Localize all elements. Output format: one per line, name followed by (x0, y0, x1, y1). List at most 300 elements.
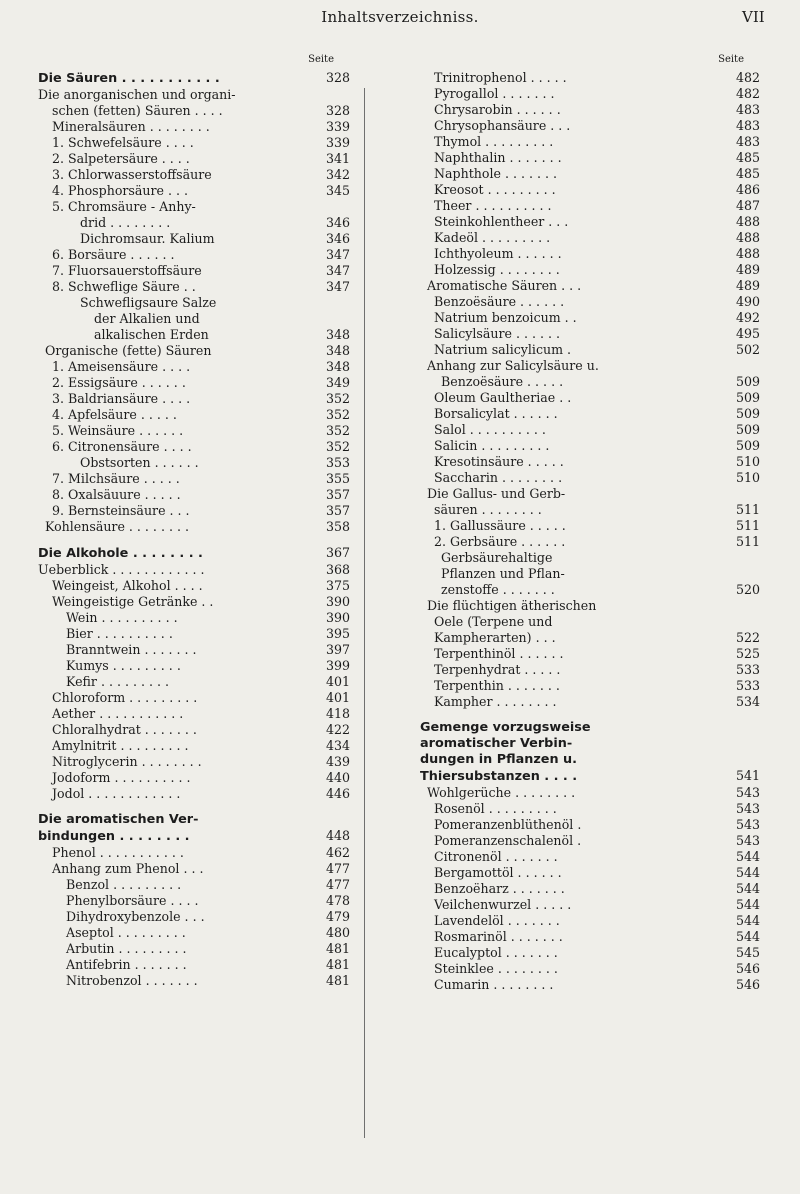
toc-entry (420, 358, 760, 374)
toc-entry-page: 510 (735, 470, 760, 485)
toc-entry-page: 418 (325, 706, 350, 721)
toc-entry-label: Antifebrin . . . . . . . (66, 957, 187, 972)
toc-entry (420, 817, 760, 833)
toc-entry-page: 490 (735, 294, 760, 309)
toc-entry-page: 483 (735, 118, 760, 133)
toc-entry (38, 407, 350, 423)
toc-entry (420, 736, 760, 752)
toc-entry-label: Kampherarten) . . . (434, 630, 556, 645)
toc-entry-label: Chloralhydrat . . . . . . . (52, 722, 197, 737)
toc-entry (420, 422, 760, 438)
toc-entry-page: 509 (735, 422, 760, 437)
toc-entry-label: zenstoffe . . . . . . . (441, 582, 555, 597)
toc-entry-label: 4. Apfelsäure . . . . . (52, 407, 177, 422)
toc-entry (38, 439, 350, 455)
toc-entry-page: 348 (325, 343, 350, 358)
toc-entry (38, 263, 350, 279)
toc-entry-label: Benzoësäure . . . . . . (434, 294, 565, 309)
toc-entry (38, 578, 350, 594)
toc-entry (420, 945, 760, 961)
toc-entry-label: Pyrogallol . . . . . . . (434, 86, 555, 101)
toc-entry-page: 355 (325, 471, 350, 486)
toc-entry-label: Kampher . . . . . . . . (434, 694, 557, 709)
toc-entry-page: 341 (325, 151, 350, 166)
toc-entry (38, 845, 350, 861)
toc-entry-page: 485 (735, 150, 760, 165)
toc-entry-label: Pflanzen und Pflan- (441, 566, 565, 581)
toc-entry-page: 510 (735, 454, 760, 469)
toc-entry-label: Rosmarinöl . . . . . . . (434, 929, 563, 944)
toc-entry (38, 941, 350, 957)
toc-entry (38, 199, 350, 215)
toc-entry-label: Kresotinsäure . . . . . (434, 454, 564, 469)
toc-entry (38, 231, 350, 247)
toc-entry-label: Terpenthin . . . . . . . (434, 678, 560, 693)
toc-entry-label: Oele (Terpene und (434, 614, 553, 629)
toc-entry (420, 566, 760, 582)
toc-entry-page: 509 (735, 406, 760, 421)
toc-entry (38, 877, 350, 893)
toc-entry-label: Chrysarobin . . . . . . (434, 102, 561, 117)
toc-entry (420, 246, 760, 262)
toc-entry-page: 348 (325, 327, 350, 342)
toc-entry-label: Weingeistige Getränke . . (52, 594, 214, 609)
toc-entry-label: Cumarin . . . . . . . . (434, 977, 554, 992)
toc-entry (38, 311, 350, 327)
toc-entry-page: 368 (325, 562, 350, 577)
toc-entry-page: 544 (735, 849, 760, 864)
toc-entry-page: 422 (325, 722, 350, 737)
toc-entry-page: 486 (735, 182, 760, 197)
toc-entry-page: 511 (735, 518, 760, 533)
toc-entry-page: 543 (735, 817, 760, 832)
toc-entry-label: Kreosot . . . . . . . . . (434, 182, 556, 197)
seite-label-right: Seite (718, 54, 744, 65)
toc-entry (420, 582, 760, 598)
toc-entry-page: 399 (325, 658, 350, 673)
toc-entry-page: 480 (325, 925, 350, 940)
toc-entry-label: Steinklee . . . . . . . . (434, 961, 558, 976)
toc-entry (420, 470, 760, 486)
toc-entry-label: Jodoform . . . . . . . . . . (52, 770, 191, 785)
toc-entry-label: 8. Oxalsäuure . . . . . (52, 487, 181, 502)
toc-entry-page: 357 (325, 487, 350, 502)
toc-entry (420, 502, 760, 518)
toc-entry (420, 406, 760, 422)
toc-entry-page: 347 (325, 263, 350, 278)
page-number: VII (742, 8, 765, 26)
toc-entry-page: 440 (325, 770, 350, 785)
toc-entry-label: Natrium benzoicum . . (434, 310, 577, 325)
toc-entry (38, 722, 350, 738)
toc-entry (420, 182, 760, 198)
toc-entry-label: dungen in Pflanzen u. (420, 752, 578, 767)
toc-entry-label: Anhang zur Salicylsäure u. (427, 358, 599, 373)
toc-entry-label: Salicylsäure . . . . . . (434, 326, 560, 341)
toc-entry-label: Kefir . . . . . . . . . (66, 674, 170, 689)
toc-entry (420, 614, 760, 630)
toc-entry-label: Thiersubstanzen . . . . (420, 769, 578, 784)
toc-entry-page: 352 (325, 423, 350, 438)
toc-entry (420, 102, 760, 118)
toc-entry-label: Benzoëharz . . . . . . . (434, 881, 565, 896)
toc-entry-page: 482 (735, 86, 760, 101)
toc-entry-page: 534 (735, 694, 760, 709)
toc-entry-label: Oleum Gaultheriae . . (434, 390, 572, 405)
toc-entry-page: 446 (325, 786, 350, 801)
toc-entry (420, 630, 760, 646)
toc-entry-page: 390 (325, 610, 350, 625)
toc-entry-label: Weingeist, Alkohol . . . . (52, 578, 203, 593)
toc-entry (420, 929, 760, 945)
toc-entry-page: 479 (325, 909, 350, 924)
toc-entry (38, 706, 350, 722)
toc-entry-label: Salicin . . . . . . . . . (434, 438, 550, 453)
toc-entry (420, 214, 760, 230)
toc-entry-label: bindungen . . . . . . . . (38, 829, 190, 844)
toc-entry (38, 658, 350, 674)
toc-entry-label: Eucalyptol . . . . . . . (434, 945, 558, 960)
toc-entry-label: Terpenthinöl . . . . . . (434, 646, 564, 661)
toc-entry-page: 544 (735, 897, 760, 912)
seite-label-left: Seite (308, 54, 334, 65)
toc-entry-page: 477 (325, 861, 350, 876)
toc-entry (420, 294, 760, 310)
toc-entry (38, 295, 350, 311)
right-column (420, 50, 760, 993)
toc-entry-label: Dihydroxybenzole . . . (66, 909, 205, 924)
toc-entry (38, 87, 350, 103)
toc-entry-page: 489 (735, 262, 760, 277)
toc-entry (420, 278, 760, 294)
toc-entry (38, 909, 350, 925)
toc-entry-label: Die Säuren . . . . . . . . . . . (38, 71, 220, 86)
toc-entry-label: 1. Gallussäure . . . . . (434, 518, 566, 533)
toc-entry (38, 674, 350, 690)
toc-entry-page: 346 (325, 231, 350, 246)
toc-entry-page: 495 (735, 326, 760, 341)
toc-entry (420, 865, 760, 881)
toc-entry-label: 2. Salpetersäure . . . . (52, 151, 190, 166)
toc-entry (38, 343, 350, 359)
toc-entry-label: Holzessig . . . . . . . . (434, 262, 560, 277)
toc-entry (38, 135, 350, 151)
toc-entry-label: 1. Ameisensäure . . . . (52, 359, 191, 374)
toc-entry-page: 358 (325, 519, 350, 534)
toc-entry (38, 375, 350, 391)
toc-entry (38, 167, 350, 183)
running-header-title: Inhaltsverzeichniss. (321, 8, 479, 26)
toc-entry (420, 230, 760, 246)
toc-entry-label: der Alkalien und (94, 311, 200, 326)
toc-entry-page: 492 (735, 310, 760, 325)
toc-entry-page: 543 (735, 833, 760, 848)
toc-entry-label: Anhang zum Phenol . . . (52, 861, 204, 876)
toc-entry-page: 434 (325, 738, 350, 753)
toc-entry-label: drid . . . . . . . . (80, 215, 171, 230)
toc-entry (38, 861, 350, 877)
toc-entry-label: 7. Milchsäure . . . . . (52, 471, 180, 486)
toc-entry-label: Gemenge vorzugsweise (420, 720, 591, 735)
toc-entry-page: 401 (325, 690, 350, 705)
toc-entry-label: Terpenhydrat . . . . . (434, 662, 561, 677)
toc-entry-label: Mineralsäuren . . . . . . . . (52, 119, 210, 134)
toc-entry-label: Gerbsäurehaltige (441, 550, 553, 565)
toc-entry (420, 801, 760, 817)
toc-entry-label: Phenol . . . . . . . . . . . (52, 845, 184, 860)
left-column (38, 50, 350, 989)
toc-entry-label: Trinitrophenol . . . . . (434, 70, 567, 85)
toc-entry (420, 326, 760, 342)
toc-entry (38, 519, 350, 535)
toc-entry-page: 339 (325, 119, 350, 134)
toc-entry (420, 598, 760, 614)
toc-entry-page: 357 (325, 503, 350, 518)
toc-entry-label: 2. Essigsäure . . . . . . (52, 375, 186, 390)
toc-entry (38, 70, 350, 87)
toc-entry-label: Pomeranzenschalenöl . (434, 833, 582, 848)
toc-entry-label: Ueberblick . . . . . . . . . . . . (38, 562, 205, 577)
toc-entry-page: 346 (325, 215, 350, 230)
toc-entry-page: 347 (325, 247, 350, 262)
toc-entry-label: Natrium salicylicum . (434, 342, 572, 357)
toc-entry-page: 478 (325, 893, 350, 908)
toc-entry (38, 423, 350, 439)
toc-entry-page: 347 (325, 279, 350, 294)
toc-entry-label: Arbutin . . . . . . . . . (66, 941, 187, 956)
toc-entry-page: 342 (325, 167, 350, 182)
toc-entry-page: 448 (325, 828, 350, 843)
toc-entry-page: 511 (735, 502, 760, 517)
toc-entry (38, 594, 350, 610)
toc-entry (420, 310, 760, 326)
toc-entry (420, 961, 760, 977)
toc-entry-label: Thymol . . . . . . . . . (434, 134, 554, 149)
toc-entry-page: 544 (735, 881, 760, 896)
toc-entry (420, 262, 760, 278)
toc-entry (38, 503, 350, 519)
toc-entry (420, 977, 760, 993)
toc-entry-label: Kadeöl . . . . . . . . . (434, 230, 551, 245)
toc-entry-label: Naphthole . . . . . . . (434, 166, 557, 181)
toc-entry-label: Amylnitrit . . . . . . . . . (52, 738, 189, 753)
toc-entry-page: 348 (325, 359, 350, 374)
toc-entry-page: 485 (735, 166, 760, 181)
toc-entry (38, 770, 350, 786)
toc-entry-label: Bier . . . . . . . . . . (66, 626, 173, 641)
toc-entry (38, 893, 350, 909)
toc-entry-page: 533 (735, 662, 760, 677)
toc-entry-label: 5. Weinsäure . . . . . . (52, 423, 184, 438)
toc-entry-label: 1. Schwefelsäure . . . . (52, 135, 194, 150)
toc-entry-page: 509 (735, 438, 760, 453)
toc-entry (420, 897, 760, 913)
right-entries (420, 70, 760, 993)
toc-entry-label: Pomeranzenblüthenöl . (434, 817, 582, 832)
toc-entry (420, 752, 760, 768)
toc-entry-label: Naphthalin . . . . . . . (434, 150, 562, 165)
toc-entry (38, 562, 350, 578)
toc-entry-label: Aseptol . . . . . . . . . (66, 925, 186, 940)
toc-entry-label: aromatischer Verbin- (420, 736, 573, 751)
toc-entry (38, 471, 350, 487)
toc-entry (38, 455, 350, 471)
toc-entry-page: 525 (735, 646, 760, 661)
toc-entry-page: 541 (735, 768, 760, 783)
toc-entry (420, 454, 760, 470)
toc-entry-page: 543 (735, 785, 760, 800)
toc-entry-label: 6. Citronensäure . . . . (52, 439, 192, 454)
toc-entry (38, 610, 350, 626)
toc-entry (38, 925, 350, 941)
toc-entry (38, 738, 350, 754)
toc-entry (420, 662, 760, 678)
toc-entry-page: 509 (735, 374, 760, 389)
toc-entry-label: Nitrobenzol . . . . . . . (66, 973, 198, 988)
toc-entry-label: Die aromatischen Ver- (38, 812, 199, 827)
toc-entry-page: 375 (325, 578, 350, 593)
toc-entry-label: Bergamottöl . . . . . . (434, 865, 562, 880)
toc-entry-label: 4. Phosphorsäure . . . (52, 183, 188, 198)
toc-entry-label: Die flüchtigen ätherischen (427, 598, 597, 613)
toc-entry (420, 134, 760, 150)
toc-entry (420, 70, 760, 86)
toc-entry-label: Die Alkohole . . . . . . . . (38, 546, 203, 561)
toc-entry-label: Die Gallus- und Gerb- (427, 486, 566, 501)
toc-entry (38, 279, 350, 295)
toc-entry-page: 545 (735, 945, 760, 960)
toc-entry (420, 720, 760, 736)
toc-entry (38, 786, 350, 802)
toc-entry-page: 477 (325, 877, 350, 892)
toc-entry (420, 118, 760, 134)
toc-entry-page: 352 (325, 391, 350, 406)
toc-entry-label: Benzol . . . . . . . . . (66, 877, 182, 892)
toc-entry-label: Kohlensäure . . . . . . . . (45, 519, 189, 534)
toc-entry (38, 812, 350, 828)
toc-entry (38, 487, 350, 503)
toc-entry-page: 546 (735, 977, 760, 992)
toc-entry-page: 481 (325, 957, 350, 972)
toc-entry (420, 646, 760, 662)
toc-entry (38, 828, 350, 845)
toc-entry-page: 488 (735, 246, 760, 261)
toc-entry (38, 957, 350, 973)
toc-entry-label: Salol . . . . . . . . . . (434, 422, 546, 437)
toc-entry-label: Saccharin . . . . . . . . (434, 470, 563, 485)
toc-entry (38, 247, 350, 263)
toc-entry-page: 544 (735, 913, 760, 928)
toc-entry-page: 352 (325, 407, 350, 422)
toc-entry-page: 397 (325, 642, 350, 657)
toc-entry-page: 367 (325, 545, 350, 560)
toc-entry-page: 328 (325, 70, 350, 85)
toc-entry-label: Jodol . . . . . . . . . . . . (52, 786, 181, 801)
toc-entry-label: Wohlgerüche . . . . . . . . (427, 785, 576, 800)
toc-entry-page: 522 (735, 630, 760, 645)
toc-entry (420, 833, 760, 849)
toc-entry-page: 349 (325, 375, 350, 390)
toc-entry-label: Nitroglycerin . . . . . . . . (52, 754, 202, 769)
toc-entry (420, 694, 760, 710)
toc-entry-label: Veilchenwurzel . . . . . (434, 897, 572, 912)
toc-entry-page: 481 (325, 941, 350, 956)
toc-entry-label: Chloroform . . . . . . . . . (52, 690, 198, 705)
toc-entry (38, 327, 350, 343)
toc-entry-label: Ichthyoleum . . . . . . (434, 246, 562, 261)
toc-entry-page: 533 (735, 678, 760, 693)
toc-entry-label: säuren . . . . . . . . (434, 502, 542, 517)
toc-entry (420, 881, 760, 897)
toc-entry (420, 166, 760, 182)
toc-entry-label: Wein . . . . . . . . . . (66, 610, 178, 625)
toc-entry (420, 390, 760, 406)
toc-entry (420, 913, 760, 929)
toc-entry-page: 509 (735, 390, 760, 405)
toc-entry (420, 150, 760, 166)
toc-entry-page: 488 (735, 230, 760, 245)
toc-entry-label: Phenylborsäure . . . . (66, 893, 199, 908)
toc-entry (420, 768, 760, 785)
toc-entry-label: Rosenöl . . . . . . . . . (434, 801, 557, 816)
toc-entry (420, 86, 760, 102)
toc-entry-label: schen (fetten) Säuren . . . . (52, 103, 223, 118)
toc-entry-page: 339 (325, 135, 350, 150)
toc-entry (420, 550, 760, 566)
toc-entry-label: 5. Chromsäure - Anhy- (52, 199, 196, 214)
toc-entry (38, 642, 350, 658)
toc-entry (38, 626, 350, 642)
toc-entry (420, 342, 760, 358)
toc-entry-page: 489 (735, 278, 760, 293)
toc-entry-page: 328 (325, 103, 350, 118)
toc-entry-label: 2. Gerbsäure . . . . . . (434, 534, 566, 549)
toc-entry-page: 546 (735, 961, 760, 976)
toc-entry-label: 7. Fluorsauerstoffsäure (52, 263, 202, 278)
toc-entry (420, 678, 760, 694)
toc-entry-page: 439 (325, 754, 350, 769)
toc-entry-label: Dichromsaur. Kalium (80, 231, 215, 246)
toc-entry-label: Borsalicylat . . . . . . (434, 406, 558, 421)
toc-entry-label: Theer . . . . . . . . . . (434, 198, 552, 213)
toc-entry (38, 754, 350, 770)
toc-entry-page: 395 (325, 626, 350, 641)
toc-entry-label: Organische (fette) Säuren (45, 343, 212, 358)
toc-entry (420, 374, 760, 390)
toc-entry (38, 359, 350, 375)
toc-entry-page: 543 (735, 801, 760, 816)
toc-entry-label: Citronenöl . . . . . . . (434, 849, 558, 864)
toc-entry-page: 345 (325, 183, 350, 198)
toc-entry-page: 502 (735, 342, 760, 357)
toc-entry-label: 9. Bernsteinsäure . . . (52, 503, 190, 518)
toc-entry (38, 119, 350, 135)
toc-entry-label: Schwefligsaure Salze (80, 295, 217, 310)
column-divider (364, 88, 365, 1138)
toc-entry-label: alkalischen Erden (94, 327, 209, 342)
toc-entry-page: 401 (325, 674, 350, 689)
toc-entry (38, 215, 350, 231)
left-entries (38, 70, 350, 989)
toc-entry (420, 534, 760, 550)
toc-entry-page: 352 (325, 439, 350, 454)
toc-entry (420, 198, 760, 214)
toc-entry-page: 487 (735, 198, 760, 213)
toc-entry (38, 183, 350, 199)
toc-entry-page: 481 (325, 973, 350, 988)
toc-entry-label: Aether . . . . . . . . . . . (52, 706, 184, 721)
toc-entry (420, 438, 760, 454)
